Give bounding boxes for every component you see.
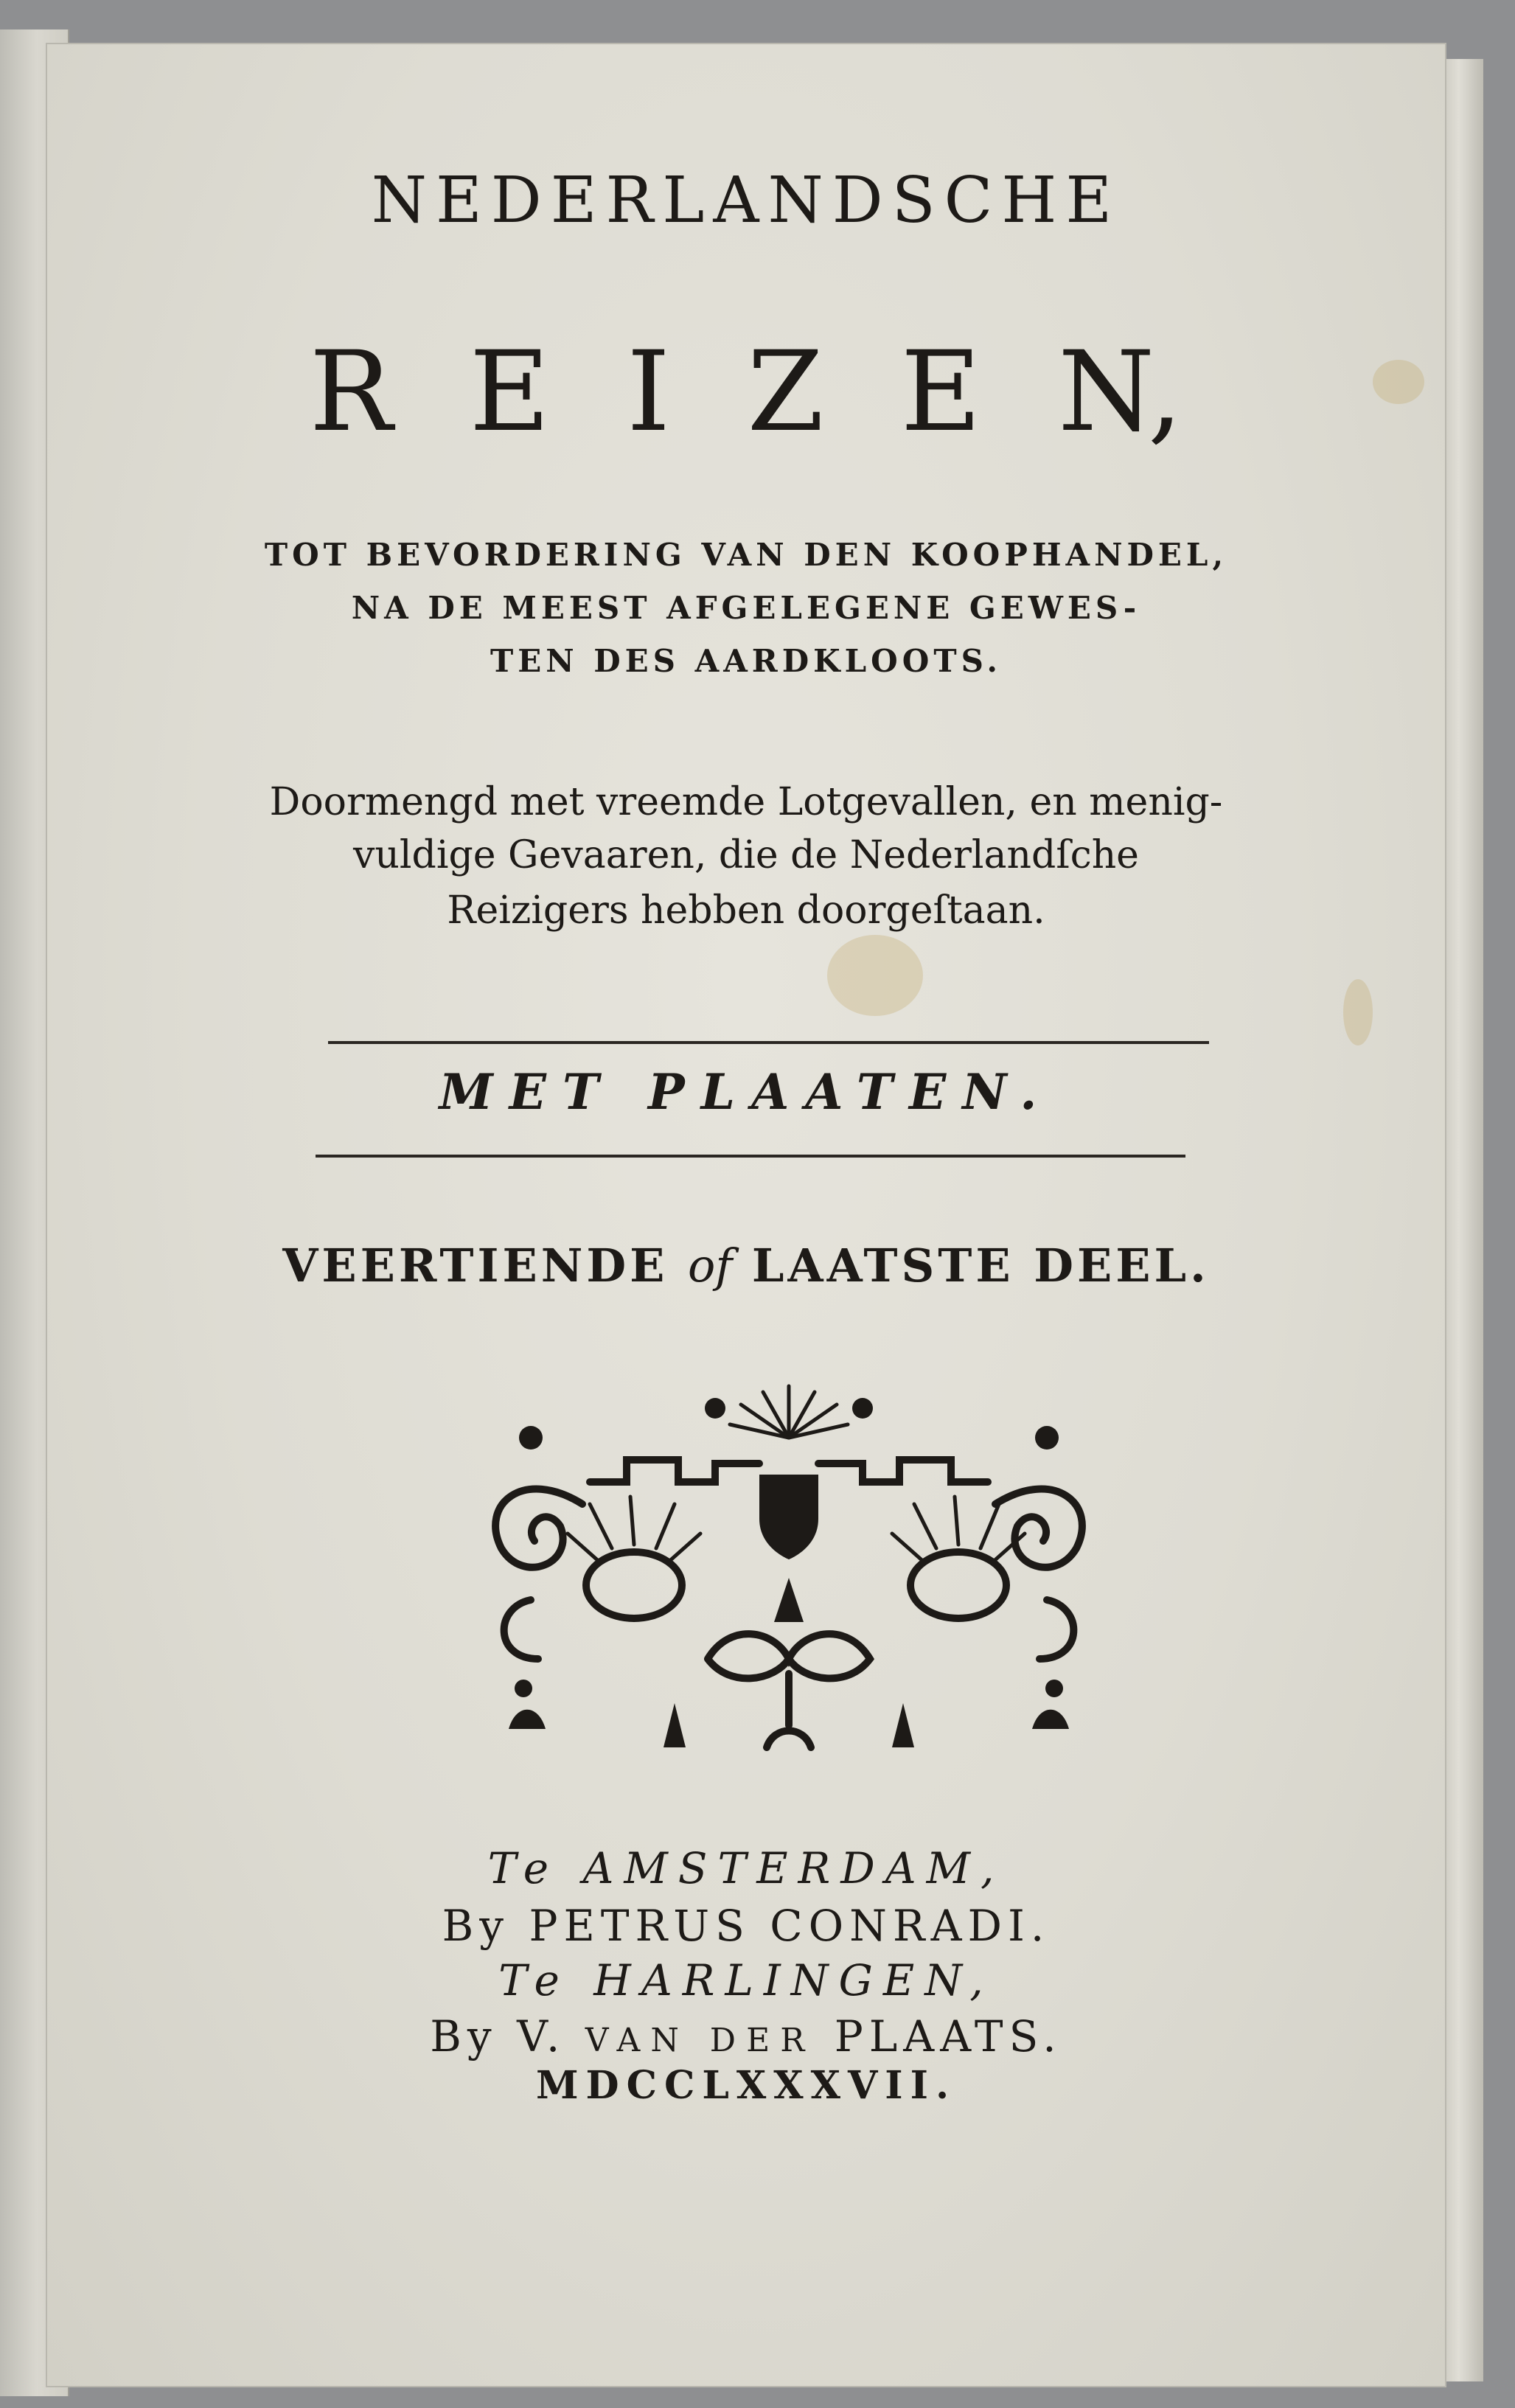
title-line-2 (46, 328, 1446, 456)
volume-number: VEERTIENDE (282, 1239, 669, 1292)
title-line-1: NEDERLANDSCHE (371, 164, 1121, 237)
title-letter: E (469, 328, 551, 456)
volume-of: of (688, 1239, 733, 1292)
subtitle-line: TEN DES AARDKLOOTS. (490, 643, 1003, 679)
imprint-printer-2 (46, 2011, 1446, 2061)
imprint-by: By V. (430, 2011, 566, 2061)
rule-bottom (316, 1155, 1185, 1158)
title-letter: R (309, 328, 393, 456)
imprint-place-2: Te HARLINGEN, (498, 1955, 994, 2005)
printer-name-2-small: VAN DER (585, 2022, 815, 2059)
printer-name-1: PETRUS CONRADI. (529, 1901, 1051, 1951)
volume-line (46, 1239, 1446, 1292)
imprint-year: MDCCLXXXVII. (535, 2063, 957, 2108)
volume-final: LAATSTE DEEL. (751, 1239, 1210, 1292)
plates-heading: MET PLAATEN. (439, 1063, 1053, 1121)
printers-ornament-icon (464, 1379, 1113, 1777)
imprint-printer-1 (46, 1901, 1446, 1951)
foxing-stain (827, 935, 923, 1016)
description-line: Reizigers hebben doorgeſtaan. (447, 888, 1045, 933)
description-line: vuldige Gevaaren, die de Nederlandſche (353, 833, 1139, 877)
subtitle-line: NA DE MEEST AFGELEGENE GEWES- (351, 590, 1141, 626)
title-letter: Z (747, 328, 824, 456)
subtitle-line: TOT BEVORDERING VAN DEN KOOPHANDEL, (264, 537, 1228, 573)
rule-top (328, 1041, 1209, 1044)
description-line: Doormengd met vreemde Lotgevallen, en menig- (269, 780, 1223, 824)
right-page-edges (1441, 59, 1483, 2381)
foxing-stain (1343, 979, 1373, 1045)
title-letter: N, (1058, 328, 1183, 456)
imprint-place-1: Te AMSTERDAM, (487, 1843, 1005, 1893)
imprint-by: By (442, 1901, 510, 1951)
printer-name-2: PLAATS. (834, 2011, 1062, 2061)
title-letter: E (900, 328, 982, 456)
title-letter: I (627, 328, 671, 456)
